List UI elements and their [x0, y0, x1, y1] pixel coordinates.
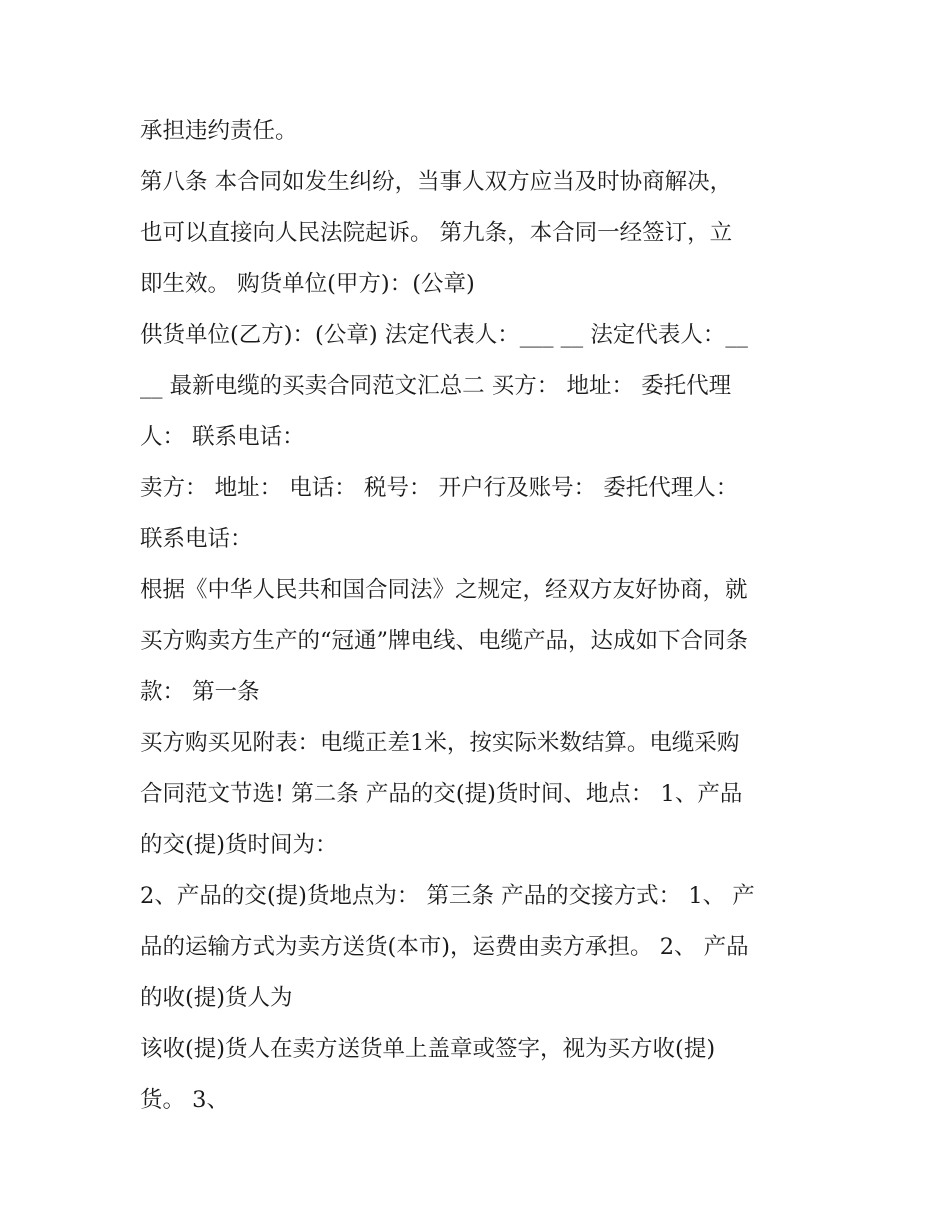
text-line: 的交(提)货时间为：: [140, 832, 338, 858]
text-line: 款： 第一条: [140, 679, 260, 705]
text-line: 承担违约责任。: [140, 118, 298, 144]
text-line: 该收(提)货人在卖方送货单上盖章或签字，视为买方收(提): [140, 1036, 716, 1062]
text-line: 供货单位(乙方)：(公章) 法定代表人：___ __ 法定代表人：__: [140, 322, 748, 348]
text-line: 即生效。 购货单位(甲方)：(公章): [140, 271, 475, 297]
text-line: __ 最新电缆的买卖合同范文汇总二 买方： 地址： 委托代理: [140, 373, 732, 399]
text-line: 买方购买见附表：电缆正差1米，按实际米数结算。电缆采购: [140, 730, 740, 756]
text-line: 2、产品的交(提)货地点为： 第三条 产品的交接方式： 1、 产: [140, 883, 755, 909]
text-line: 联系电话：: [140, 526, 253, 552]
text-line: 的收(提)货人为: [140, 985, 293, 1011]
text-line: 合同范文节选! 第二条 产品的交(提)货时间、地点： 1、产品: [140, 781, 743, 807]
text-line: 第八条 本合同如发生纠纷，当事人双方应当及时协商解决，: [140, 169, 733, 195]
text-line: 人： 联系电话：: [140, 424, 305, 450]
text-line: 根据《中华人民共和国合同法》之规定，经双方友好协商，就: [140, 577, 748, 603]
text-line: 也可以直接向人民法院起诉。 第九条，本合同一经签订，立: [140, 220, 733, 246]
text-line: 品的运输方式为卖方送货(本市)，运费由卖方承担。 2、 产品: [140, 934, 749, 960]
text-line: 货。 3、: [140, 1087, 229, 1113]
text-line: 卖方： 地址： 电话： 税号： 开户行及账号： 委托代理人：: [140, 475, 739, 501]
document-body: [140, 106, 820, 1126]
text-line: 买方购卖方生产的“冠通”牌电线、电缆产品，达成如下合同条: [140, 628, 749, 654]
